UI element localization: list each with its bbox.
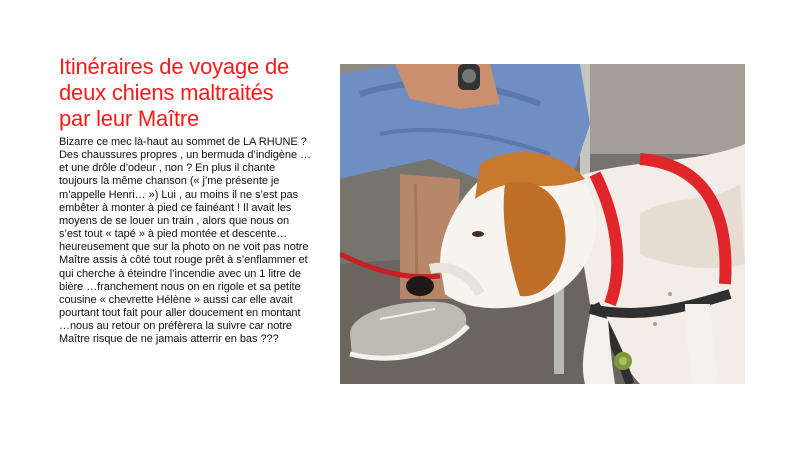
dog-photo xyxy=(340,64,745,384)
slide-body-text: Bizarre ce mec là-haut au sommet de LA RHUNE ? Des chaussures propres , un bermuda d’indigène …et une drôle d’odeur , non ? En plus il chante toujours la même chanson (« j’me présente je m’appelle Henri… ») Lui , au moins il ne s’est pas embêter à monter à pied ce fainéant ! Il avait les moyens de se louer un train , alors que nous on s’est tout « tapé » à pied montée et descente…heureusement que sur la photo on ne voit pas notre Maître assis à côté tout rouge prêt à s’enflammer et qui cherche à éteindre l’incendie avec un 1 litre de bière …franchement nous on en rigole et sa petite cousine « chevrette Hélène » aussi car elle avait pourtant tout fait pour aller doucement en montant …nous au retour on préfèrera la suivre car notre Maître risque de ne jamais atterrir en bas ??? xyxy=(59,136,311,346)
slide-title: Itinéraires de voyage de deux chiens maltraités par leur Maître xyxy=(59,54,290,131)
